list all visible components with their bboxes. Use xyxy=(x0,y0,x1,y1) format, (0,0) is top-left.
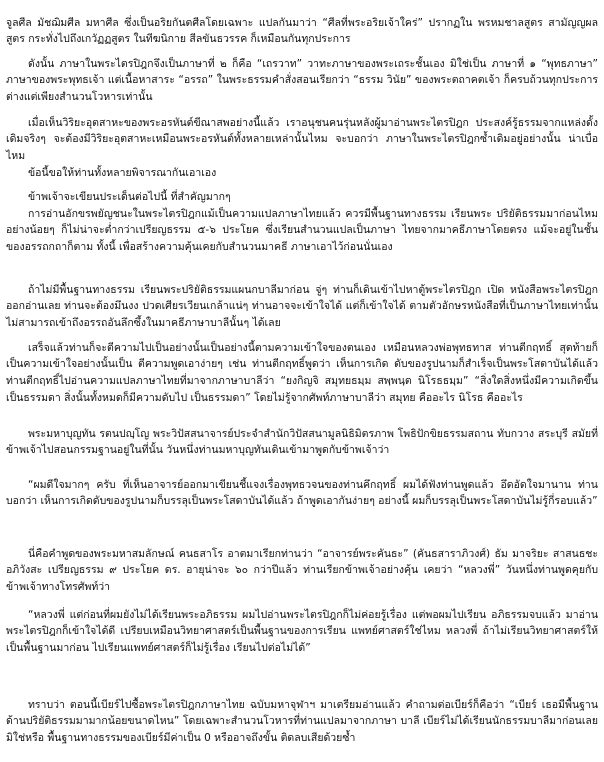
paragraph-phra-khantha: นี่คือคำพูดของพระมหาสมลักษณ์ คนธสาโร อาตมาเรียกท่านว่า “อาจารย์พระคันธะ” (คันธสาราภิวงศ์) ธัม มาจริยะ สาสนธชะ อภิวังสะ เปรียญธรรม ๙ ประโยค ดร. อายุน่าจะ ๖๐ กว่าปีแล้ว ท่านเรียกข้าพเจ้าอย่างคุ้น เคยว่า “หลวงพี่” วันหนึ่งท่านพูดคุยกับข้าพเจ้าทางโทรศัพท์ว่า xyxy=(6,547,598,594)
quote-bunthan: “ผมดีใจมากๆ ครับ ที่เห็นอาจารย์ออกมาเขียนชี้แจงเรื่องพุทธวจนของท่านคึกฤทธิ์ ผมได้ฟังท่านพูดแล้ว อึดอัดใจมานาน ท่านบอกว่า เห็นการเกิดดับของรูปนามก็บรรลุเป็นพระโสดาบันได้แล้ว ถ้าพูดเอากันง่ายๆ อย่างนี้ ผมก็บรรลุเป็นพระโสดาบันไม่รู้กี่รอบแล้ว” xyxy=(6,478,598,508)
paragraph-arahant-effort: เมื่อเห็นวิริยะอุตสาหะของพระอรหันต์ขีณาสพอย่างนี้แล้ว เราอนุชนคนรุ่นหลังผู้มาอ่านพระไตรปิฎก ประสงค์รู้ธรรมจากแหล่งดั้งเดิมจริงๆ จะต้องมีวิริยะอุตสาหะเหมือนพระอรหันต์ทั้งหลายเหล่านั้นไหม จะบอกว่า ภาษาในพระไตรปิฎกซ้ำเดิมอยู่อย่างนั้น น่าเบื่อ ไหม xyxy=(6,116,598,163)
paragraph-sila: จูลศีล มัชฌิมศีล มหาศีล ซึ่งเป็นอริยกันตศีลโดยเฉพาะ แปลกันมาว่า “ศีลที่พระอริยเจ้าใคร่” ปรากฏใน พรหมชาลสูตร สามัญญผลสูตร กระทั่งไปถึงเกวัฏฏสูตร ในทีฆนิกาย สีลขันธวรรค ก็เหมือนกันทุกประการ xyxy=(6,16,598,46)
paragraph-theravada-language: ดังนั้น ภาษาในพระไตรปิฎกจึงเป็นภาษาที่ ๒ ก็คือ “เถรวาท” วาทะภาษาของพระเถระชั้นเอง มิใช่เป็น ภาษาที่ ๑ “พุทธภาษา” ภาษาของพระพุทธเจ้า แต่เนื้อหาสาระ “อรรถ” ในพระธรรมคำสั่งสอนเรียกว่า “ธรรม วินัย” ของพระตถาคตเจ้า ก็ครบถ้วนทุกประการ ต่างแต่เพียงสำนวนโวหารเท่านั้น xyxy=(6,57,598,104)
paragraph-consider: ข้อนี้ขอให้ท่านทั้งหลายพิจารณากันเอาเอง xyxy=(28,166,217,179)
paragraph-no-foundation: ถ้าไม่มีพื้นฐานทางธรรม เรียนพระปริยัติธรรมแผนกบาลีมาก่อน จู่ๆ ท่านก็เดินเข้าไปหาตู้พระไตรปิฎก เปิด หนังสือพระไตรปิฎกออกอ่านเลย ท่านจะต้องมึนงง ปวดเศียรเวียนเกล้าแน่ๆ ท่านอาจจะเข้าใจได้ แต่ก็เข้าใจได้ ตามตัวอักษรหนังสือที่เป็นภาษาไทยเท่านั้น ไม่สามารถเข้าถึงอรรถอันลึกซึ้งในมาคธีภาษาบาลีนั้นๆ ได้เลย xyxy=(6,283,598,330)
paragraph-reading-foundation: การอ่านอักขรพยัญชนะในพระไตรปิฎกแม้เป็นความแปลภาษาไทยแล้ว ควรมีพื้นฐานทางธรรม เรียนพระ ปริยัติธรรมมาก่อนไหม อย่างน้อยๆ ก็ไม่น่าจะต่ำกว่าเปรียญธรรม ๕-๖ ประโยค ซึ่งเรียนสำนวนแปลเป็นภาษา ไทยจากมาคธีภาษาโดยตรง แม้จะอยู่ในชั้นของอรรถกถาก็ตาม ทั้งนี้ เพื่อสร้างความคุ้นเคยกับสำนวนมาคธี ภาษาเอาไว้ก่อนนั่นเอง xyxy=(6,207,598,254)
paragraph-phra-maha-bunthan: พระมหาบุญทัน รตนปญฺโญ พระวิปัสสนาจารย์ประจำสำนักวิปัสสนามูลนิธิมิตรภาพ โพธิปักขิยธรรมสถาน ทับกวาง สระบุรี สมัยที่ข้าพเจ้าไปสอนกรรมฐานอยู่ในที่นั้น วันหนึ่งท่านมหาบุญทันเดินเข้ามาพูดกับข้าพเจ้าว่า xyxy=(6,427,598,457)
quote-khantha: “หลวงพี่ แต่ก่อนที่ผมยังไม่ได้เรียนพระอภิธรรม ผมไปอ่านพระไตรปิฎกก็ไม่ค่อยรู้เรื่อง แต่พอผมไปเรียน อภิธรรมจบแล้ว มาอ่านพระไตรปิฎกก็เข้าใจได้ดี เปรียบเหมือนวิทยาศาสตร์เป็นพื้นฐานของการเรียน แพทย์ศาสตร์ใช่ไหม หลวงพี่ ถ้าไม่เรียนวิทยาศาสตร์ให้เป็นพื้นฐานมาก่อน ไปเรียนแพทย์ศาสตร์ก็ไม่รู้เรื่อง เรียนไปต่อไม่ได้” xyxy=(6,608,598,655)
paragraph-interpretation: เสร็จแล้วท่านก็จะตีความไปเป็นอย่างนั้นเป็นอย่างนี้ตามความเข้าใจของตนเอง เหมือนหลวงพ่อพุทธทาส ท่านตีกฤทธิ์ สุดท้ายก็เป็นความเข้าใจอย่างนั้นเป็น ตีความพูดเอาง่ายๆ เช่น ท่านตีกฤทธิ์พูดว่า เห็นการเกิด ดับของรูปนามก็สำเร็จเป็นพระโสดาบันได้แล้ว ท่านตีกฤทธิ์ไปอ่านความแปลภาษาไทยที่มาจากภาษาบาลีว่า “ยงกิญจิ สมุทยธมฺม สพฺพนฺต นิโรธธมฺม” “สิ่งใดสิ่งหนึ่งมีความเกิดขึ้นเป็นธรรมดา สิ่งนั้นทั้งหมดก็มีความดับไป เป็นธรรมดา” โดยไม่รู้จากศัพท์ภาษาบาลีว่า สมุทย คืออะไร นิโรธ คืออะไร xyxy=(6,341,598,404)
paragraph-beer: ทราบว่า ตอนนี้เบียร์ไปซื้อพระไตรปิฎกภาษาไทย ฉบับมหาจุฬาฯ มาเตรียมอ่านแล้ว คำถามต่อเบียร์ก็คือว่า “เบียร์ เธอมีพื้นฐานด้านปริยัติธรรมมามากน้อยขนาดไหน” โดยเฉพาะสำนวนโวหารที่ท่านแปลมาจากภาษา บาลี เบียร์ไม่ได้เรียนนักธรรมบาลีมาก่อนเลยมิใช่หรือ พื้นฐานทางธรรมของเบียร์มีค่าเป็น 0 หรืออาจถึงขั้น ติดลบเสียด้วยซ้ำ xyxy=(6,698,598,745)
paragraph-important-points: ข้าพเจ้าจะเขียนประเด็นต่อไปนี้ ที่สำคัญมากๆ xyxy=(28,190,231,203)
